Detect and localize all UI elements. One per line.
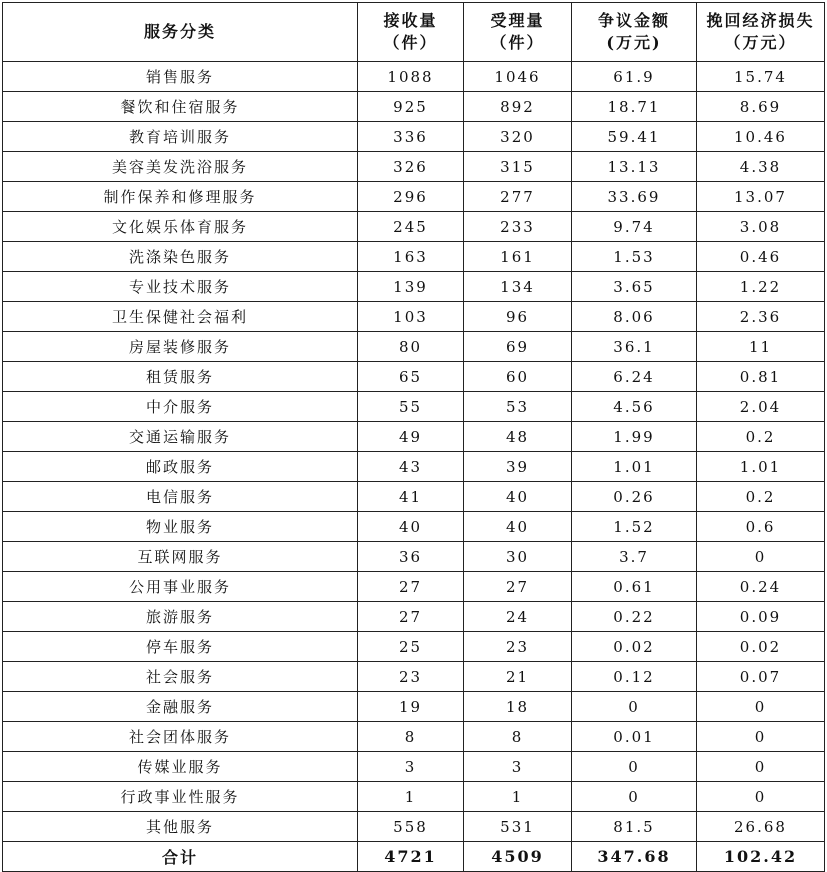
table-row: [3, 332, 825, 362]
row-recovered: 0: [697, 692, 825, 722]
row-accepted: 53: [464, 392, 572, 422]
table-row: [3, 782, 825, 812]
row-accepted: 161: [464, 242, 572, 272]
row-received: 1088: [358, 62, 464, 92]
header-accepted: [464, 3, 572, 62]
row-category: 教育培训服务: [3, 122, 358, 152]
row-amount: 0.61: [572, 572, 697, 602]
table-row: [3, 632, 825, 662]
table-row: [3, 242, 825, 272]
row-category: 电信服务: [3, 482, 358, 512]
row-amount: 9.74: [572, 212, 697, 242]
row-category: 中介服务: [3, 392, 358, 422]
row-recovered: 2.04: [697, 392, 825, 422]
row-accepted: 21: [464, 662, 572, 692]
row-amount: 0.02: [572, 632, 697, 662]
row-recovered: 0.81: [697, 362, 825, 392]
row-received: 558: [358, 812, 464, 842]
table-row: [3, 392, 825, 422]
row-received: 40: [358, 512, 464, 542]
row-accepted: 96: [464, 302, 572, 332]
row-category: 互联网服务: [3, 542, 358, 572]
row-accepted: 1046: [464, 62, 572, 92]
row-category: 传媒业服务: [3, 752, 358, 782]
row-amount: 61.9: [572, 62, 697, 92]
table-row: [3, 482, 825, 512]
row-accepted: 18: [464, 692, 572, 722]
row-received: 3: [358, 752, 464, 782]
row-received: 336: [358, 122, 464, 152]
table-row: [3, 122, 825, 152]
row-accepted: 40: [464, 512, 572, 542]
row-received: 326: [358, 152, 464, 182]
row-accepted: 27: [464, 572, 572, 602]
table-body: [3, 62, 825, 842]
row-amount: 4.56: [572, 392, 697, 422]
header-amount: [572, 3, 697, 62]
row-amount: 1.01: [572, 452, 697, 482]
row-amount: 8.06: [572, 302, 697, 332]
table-row: [3, 152, 825, 182]
row-received: 139: [358, 272, 464, 302]
row-accepted: 1: [464, 782, 572, 812]
row-accepted: 69: [464, 332, 572, 362]
table-row: [3, 62, 825, 92]
header-received: [358, 3, 464, 62]
row-amount: 3.65: [572, 272, 697, 302]
row-received: 41: [358, 482, 464, 512]
table-row: [3, 212, 825, 242]
row-accepted: 233: [464, 212, 572, 242]
header-recovered-line1: 挽回经济损失: [706, 11, 815, 30]
row-amount: 18.71: [572, 92, 697, 122]
row-received: 27: [358, 572, 464, 602]
row-accepted: 8: [464, 722, 572, 752]
row-category: 社会团体服务: [3, 722, 358, 752]
row-recovered: 0: [697, 722, 825, 752]
row-accepted: 39: [464, 452, 572, 482]
row-received: 43: [358, 452, 464, 482]
table-row: [3, 542, 825, 572]
table-row: [3, 662, 825, 692]
row-recovered: 26.68: [697, 812, 825, 842]
row-received: 19: [358, 692, 464, 722]
table-row: [3, 722, 825, 752]
row-received: 296: [358, 182, 464, 212]
row-accepted: 134: [464, 272, 572, 302]
table-row: [3, 692, 825, 722]
row-received: 65: [358, 362, 464, 392]
header-amount-line1: 争议金额: [597, 11, 670, 30]
row-accepted: 892: [464, 92, 572, 122]
row-accepted: 315: [464, 152, 572, 182]
row-accepted: 48: [464, 422, 572, 452]
table-row: [3, 182, 825, 212]
row-accepted: 30: [464, 542, 572, 572]
row-amount: 0.12: [572, 662, 697, 692]
row-received: 925: [358, 92, 464, 122]
row-category: 其他服务: [3, 812, 358, 842]
table-row: [3, 812, 825, 842]
row-recovered: 10.46: [697, 122, 825, 152]
row-recovered: 0.07: [697, 662, 825, 692]
table-row: [3, 92, 825, 122]
row-category: 餐饮和住宿服务: [3, 92, 358, 122]
row-amount: 81.5: [572, 812, 697, 842]
row-amount: 0.22: [572, 602, 697, 632]
row-category: 交通运输服务: [3, 422, 358, 452]
total-row: [3, 842, 825, 872]
row-recovered: 2.36: [697, 302, 825, 332]
row-recovered: 0: [697, 782, 825, 812]
row-accepted: 531: [464, 812, 572, 842]
row-received: 163: [358, 242, 464, 272]
row-category: 洗涤染色服务: [3, 242, 358, 272]
row-category: 旅游服务: [3, 602, 358, 632]
row-accepted: 277: [464, 182, 572, 212]
header-accepted-line2: （件）: [490, 33, 545, 52]
row-recovered: 0.09: [697, 602, 825, 632]
row-recovered: 4.38: [697, 152, 825, 182]
row-category: 制作保养和修理服务: [3, 182, 358, 212]
row-recovered: 0.6: [697, 512, 825, 542]
row-category: 销售服务: [3, 62, 358, 92]
row-category: 停车服务: [3, 632, 358, 662]
service-complaints-table: [2, 2, 825, 872]
row-category: 物业服务: [3, 512, 358, 542]
row-recovered: 15.74: [697, 62, 825, 92]
row-recovered: 0.2: [697, 422, 825, 452]
row-amount: 1.99: [572, 422, 697, 452]
header-received-line2: （件）: [383, 33, 438, 52]
table-row: [3, 752, 825, 782]
row-amount: 3.7: [572, 542, 697, 572]
row-amount: 0.26: [572, 482, 697, 512]
table-row: [3, 272, 825, 302]
row-category: 公用事业服务: [3, 572, 358, 602]
row-recovered: 0.24: [697, 572, 825, 602]
row-accepted: 3: [464, 752, 572, 782]
row-recovered: 0.46: [697, 242, 825, 272]
row-accepted: 24: [464, 602, 572, 632]
row-category: 房屋装修服务: [3, 332, 358, 362]
row-received: 55: [358, 392, 464, 422]
table-row: [3, 512, 825, 542]
row-amount: 6.24: [572, 362, 697, 392]
row-recovered: 13.07: [697, 182, 825, 212]
row-category: 邮政服务: [3, 452, 358, 482]
row-accepted: 40: [464, 482, 572, 512]
row-amount: 1.53: [572, 242, 697, 272]
header-recovered: [697, 3, 825, 62]
row-category: 社会服务: [3, 662, 358, 692]
row-received: 25: [358, 632, 464, 662]
total-label: 合计: [3, 842, 358, 872]
row-amount: 33.69: [572, 182, 697, 212]
table-header: [3, 3, 825, 62]
total-accepted: 4509: [464, 842, 572, 872]
total-recovered: 102.42: [697, 842, 825, 872]
header-recovered-line2: （万元）: [724, 33, 797, 52]
row-recovered: 0: [697, 752, 825, 782]
header-row: [3, 3, 825, 62]
row-recovered: 8.69: [697, 92, 825, 122]
row-accepted: 320: [464, 122, 572, 152]
row-received: 8: [358, 722, 464, 752]
total-received: 4721: [358, 842, 464, 872]
row-category: 行政事业性服务: [3, 782, 358, 812]
table-row: [3, 302, 825, 332]
row-received: 1: [358, 782, 464, 812]
total-amount: 347.68: [572, 842, 697, 872]
row-amount: 1.52: [572, 512, 697, 542]
row-category: 租赁服务: [3, 362, 358, 392]
row-amount: 0: [572, 782, 697, 812]
table-row: [3, 422, 825, 452]
row-received: 36: [358, 542, 464, 572]
row-category: 文化娱乐体育服务: [3, 212, 358, 242]
row-category: 专业技术服务: [3, 272, 358, 302]
table-footer: [3, 842, 825, 872]
row-category: 美容美发洗浴服务: [3, 152, 358, 182]
header-category: 服务分类: [3, 3, 358, 62]
row-recovered: 1.01: [697, 452, 825, 482]
row-recovered: 1.22: [697, 272, 825, 302]
row-amount: 13.13: [572, 152, 697, 182]
row-amount: 0: [572, 752, 697, 782]
row-received: 245: [358, 212, 464, 242]
header-amount-line2: (万元): [606, 33, 662, 52]
row-received: 103: [358, 302, 464, 332]
row-category: 金融服务: [3, 692, 358, 722]
row-accepted: 23: [464, 632, 572, 662]
row-category: 卫生保健社会福利: [3, 302, 358, 332]
row-recovered: 3.08: [697, 212, 825, 242]
row-accepted: 60: [464, 362, 572, 392]
row-received: 23: [358, 662, 464, 692]
table-row: [3, 602, 825, 632]
row-received: 80: [358, 332, 464, 362]
row-amount: 0.01: [572, 722, 697, 752]
header-received-line1: 接收量: [383, 11, 438, 30]
row-received: 27: [358, 602, 464, 632]
row-amount: 59.41: [572, 122, 697, 152]
row-recovered: 0.02: [697, 632, 825, 662]
table-row: [3, 572, 825, 602]
row-amount: 36.1: [572, 332, 697, 362]
row-recovered: 0.2: [697, 482, 825, 512]
row-recovered: 0: [697, 542, 825, 572]
table-row: [3, 362, 825, 392]
header-accepted-line1: 受理量: [490, 11, 545, 30]
row-received: 49: [358, 422, 464, 452]
table-row: [3, 452, 825, 482]
row-recovered: 11: [697, 332, 825, 362]
row-amount: 0: [572, 692, 697, 722]
